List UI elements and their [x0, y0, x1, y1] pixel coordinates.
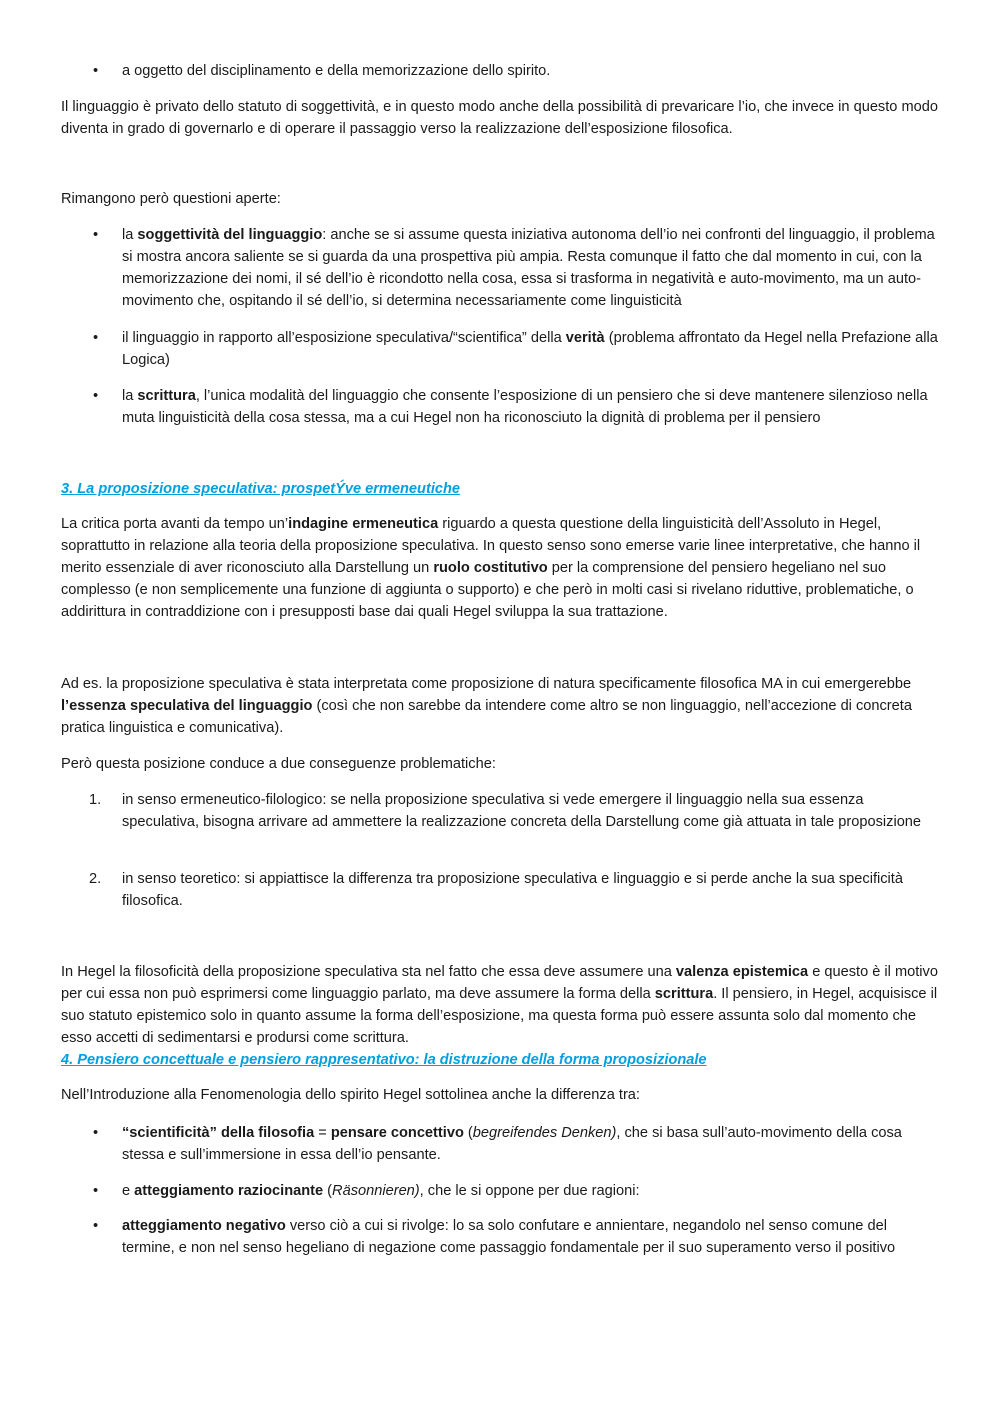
- paragraph: Ad es. la proposizione speculativa è stata interpretata come proposizione di natura specificamente filosofica MA in cui emergerebbe l’essenza speculativa del linguaggio (così che non sarebbe da intendere come altro se non linguaggio, nell’accezione di concreta pratica linguistica e comunicativa).: [61, 676, 912, 736]
- section-heading[interactable]: 3. La proposizione speculativa: prospetÝve ermeneutiche: [61, 481, 461, 497]
- list-item: la scrittura, l’unica modalità del linguaggio che consente l’esposizione di un pensiero che si deve mantenere silenzioso nella muta linguisticità della cosa stessa, ma a cui Hegel non ha riconosciuto la dignità di problema per il pensiero: [122, 388, 928, 426]
- bullet-icon: •: [93, 1183, 99, 1199]
- list-number: 1.: [89, 792, 102, 808]
- paragraph: Però questa posizione conduce a due conseguenze problematiche:: [61, 756, 496, 772]
- paragraph: In Hegel la filosoficità della proposizione speculativa sta nel fatto che essa deve assumere una valenza epistemica e questo è il motivo per cui essa non può esprimersi come linguaggio parlato, ma deve assumere la forma della scrittura. Il pensiero, in Hegel, acquisisce il suo statuto epistemico solo in quanto assume la forma dell’esposizione, ma questa forma può essere assunta solo dal momento che esso accetti di sedimentarsi e prodursi come scrittura.: [61, 964, 938, 1046]
- list-item: la soggettività del linguaggio: anche se si assume questa iniziativa autonoma dell’io nei confronti del linguaggio, il problema si mostra ancora saliente se si guarda da una prospettiva più ampia. Resta comunque il fatto che dal momento in cui, con la memorizzazione dei nomi, il sé dell’io è ricondotto nella cosa, essa si trasforma in negatività e auto-movimento, ma un auto-movimento che, ospitando il sé dell’io, si determina necessariamente come linguisticità: [122, 227, 935, 309]
- bullet-icon: •: [93, 330, 99, 346]
- paragraph: Il linguaggio è privato dello statuto di soggettività, e in questo modo anche della possibilità di prevaricare l’io, che invece in questo modo diventa in grado di governarlo e di operare il passaggio verso la realizzazione dell’esposizione filosofica.: [61, 99, 938, 137]
- bullet-icon: •: [93, 1125, 99, 1141]
- paragraph: La critica porta avanti da tempo un’indagine ermeneutica riguardo a questa questione della linguisticità dell’Assoluto in Hegel, soprattutto in relazione alla teoria della proposizione speculativa. In questo senso sono emerse varie linee interpretative, che hanno il merito essenziale di aver riconosciuto alla Darstellung un ruolo costitutivo per la comprensione del pensiero hegeliano nel suo complesso (e non semplicemente una funzione di aggiunta o supporto) e che però in molti casi si rivelano riduttive, problematiche, o addirittura in contraddizione con i presupposti base dai quali Hegel sviluppa la sua trattazione.: [61, 516, 921, 620]
- bullet-icon: •: [93, 1218, 99, 1234]
- list-item: “scientificità” della filosofia = pensare concettivo (begreifendes Denken), che si basa sull’auto-movimento della cosa stessa e sull’immersione in essa dell’io pensante.: [122, 1125, 902, 1163]
- list-item: atteggiamento negativo verso ciò a cui si rivolge: lo sa solo confutare e annientare, negandolo nel senso comune del termine, e non nel senso hegeliano di negazione come passaggio fondamentale per il suo superamento verso il positivo: [122, 1218, 896, 1256]
- bullet-icon: •: [93, 388, 99, 404]
- list-item: il linguaggio in rapporto all’esposizione speculativa/“scientifica” della verità (problema affrontato da Hegel nella Prefazione alla Logica): [122, 330, 938, 368]
- list-item: in senso ermeneutico-filologico: se nella proposizione speculativa si vede emergere il linguaggio nella sua essenza speculativa, bisogna arrivare ad ammettere la realizzazione concreta della Darstellung come già attuata in tale proposizione: [122, 792, 922, 830]
- list-number: 2.: [89, 871, 102, 887]
- list-item: in senso teoretico: si appiattisce la differenza tra proposizione speculativa e linguaggio e si perde anche la sua specificità filosofica.: [122, 871, 903, 909]
- section-heading[interactable]: 4. Pensiero concettuale e pensiero rappresentativo: la distruzione della forma proposizionale: [61, 1052, 707, 1068]
- bullet-icon: •: [93, 227, 99, 243]
- list-item: e atteggiamento raziocinante (Räsonnieren), che le si oppone per due ragioni:: [122, 1183, 640, 1199]
- paragraph: Rimangono però questioni aperte:: [61, 191, 281, 207]
- bullet-icon: •: [93, 63, 99, 79]
- list-item: a oggetto del disciplinamento e della memorizzazione dello spirito.: [122, 63, 551, 79]
- paragraph: Nell’Introduzione alla Fenomenologia dello spirito Hegel sottolinea anche la differenza tra:: [61, 1087, 640, 1103]
